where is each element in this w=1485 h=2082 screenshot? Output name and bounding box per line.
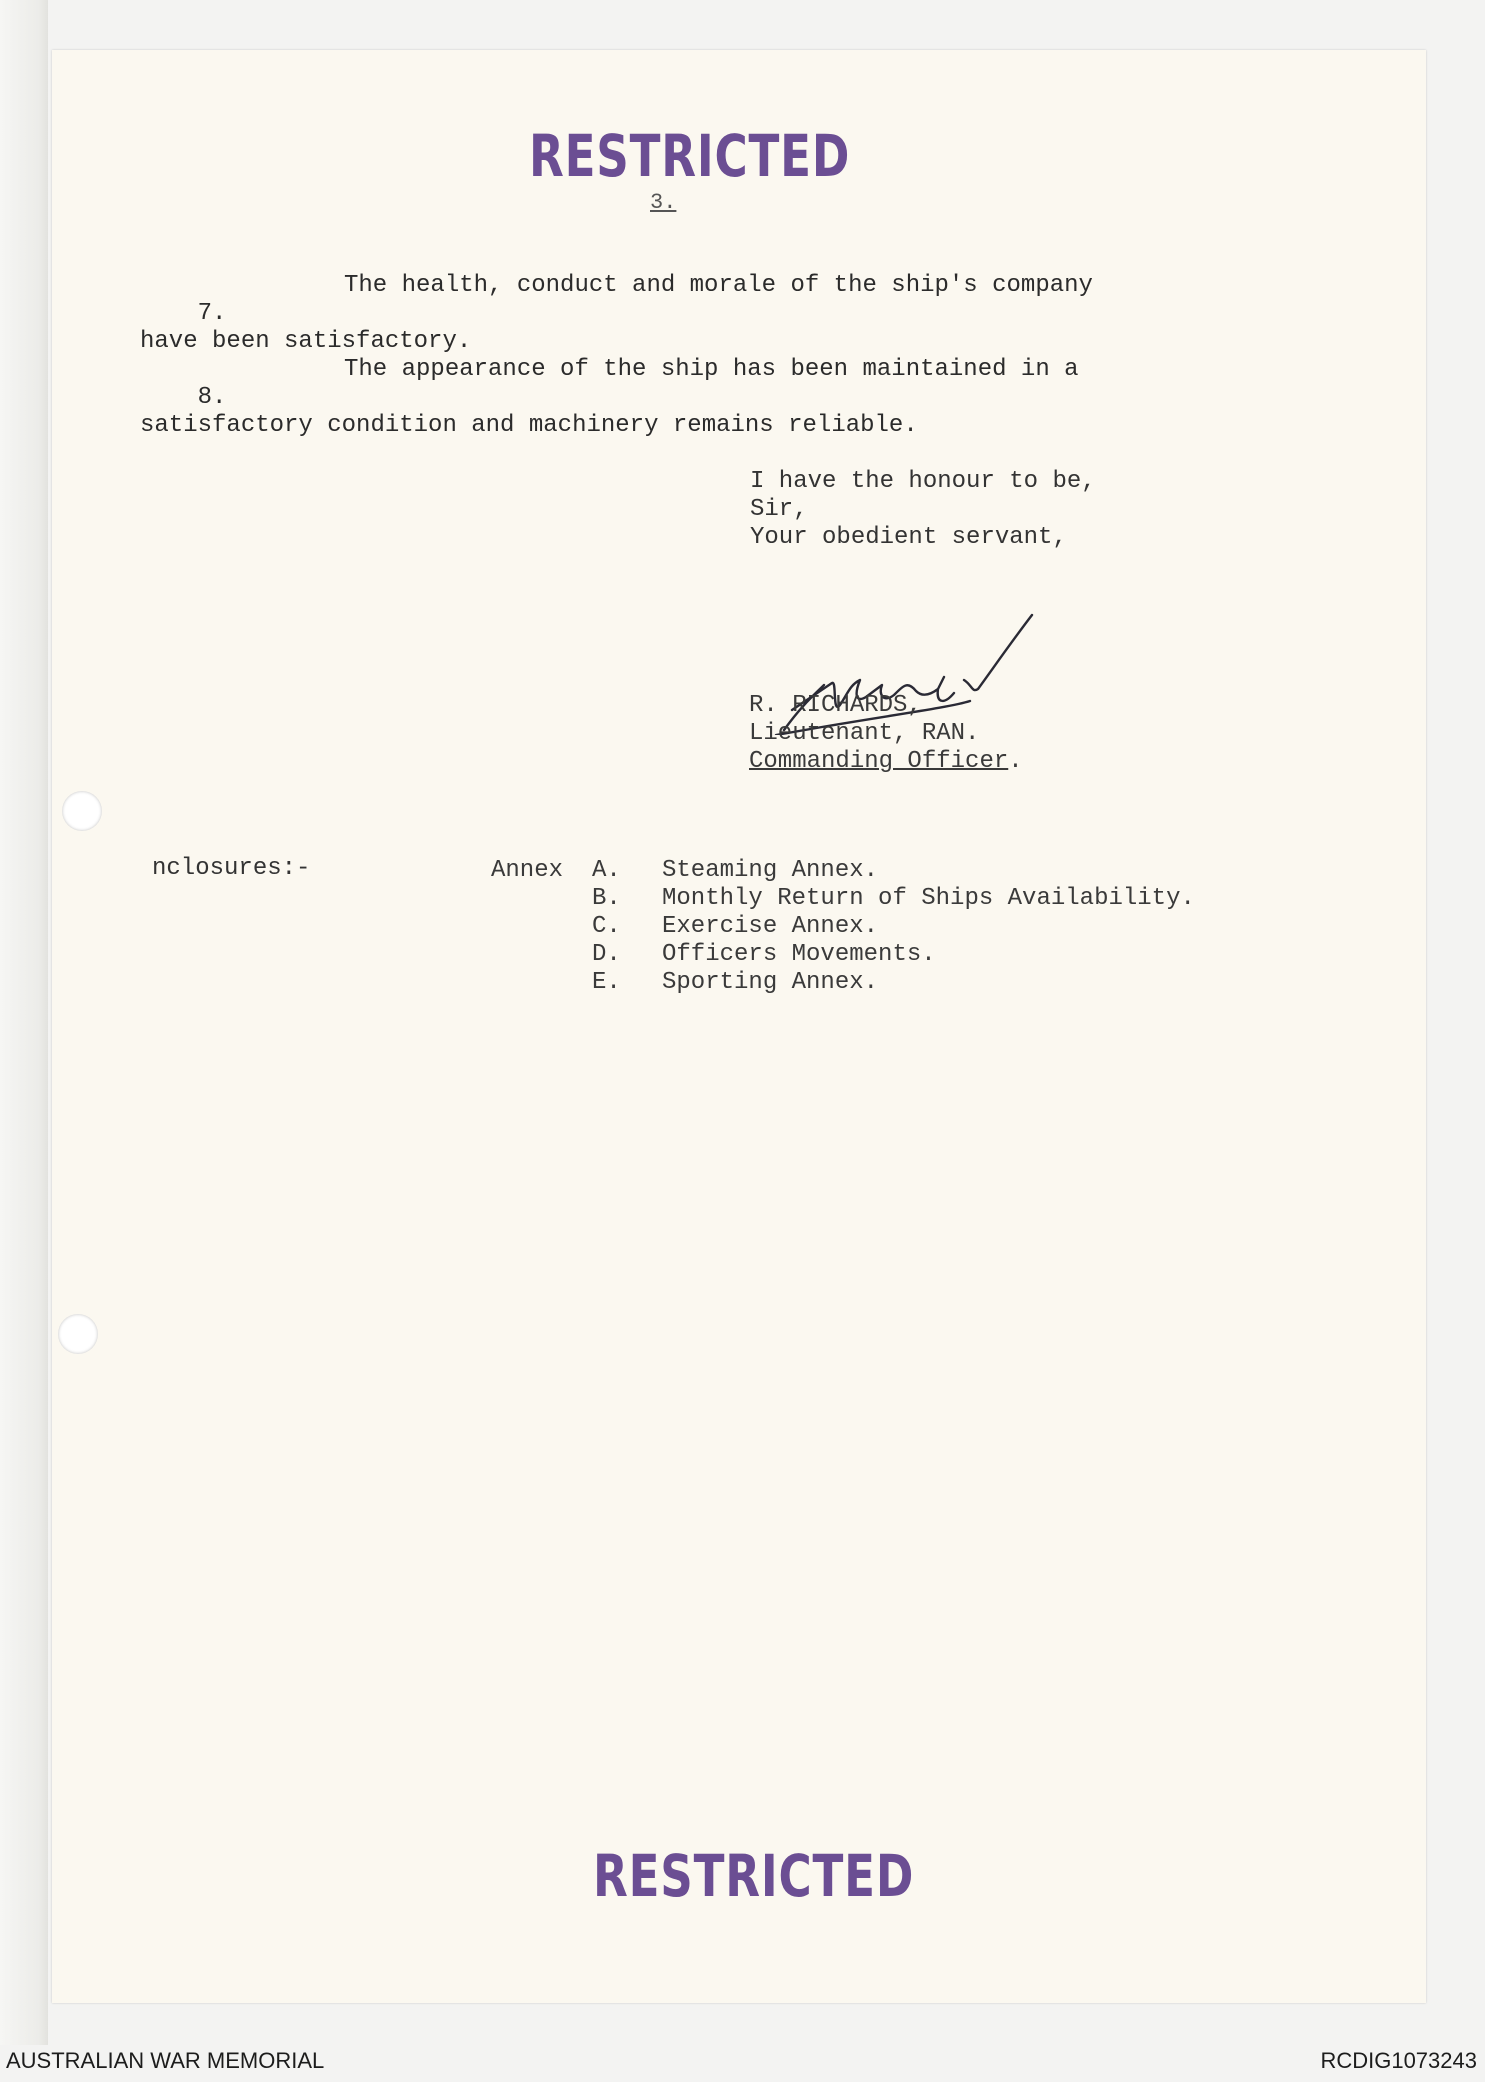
footer-id: RCDIG1073243 (1320, 2048, 1477, 2073)
restricted-stamp-bottom: RESTRICTED (593, 1842, 915, 1910)
closing-salutation (750, 468, 1096, 552)
annex-title: Steaming Annex. (662, 857, 879, 884)
annex-list (592, 857, 1195, 997)
paragraph-line: The appearance of the ship has been maintained in a (344, 356, 1079, 383)
annex-title: Exercise Annex. (662, 913, 879, 940)
punch-hole (58, 1314, 98, 1354)
annex-word: Annex (491, 857, 564, 884)
annex-item (592, 885, 1195, 913)
restricted-stamp-top: RESTRICTED (529, 122, 851, 190)
signer-role-line (749, 748, 1023, 776)
closing-line: Your obedient servant, (750, 524, 1067, 551)
signer-rank: Lieutenant, RAN. (749, 720, 980, 747)
paragraph-number: 7. (197, 300, 227, 327)
footer-credit: AUSTRALIAN WAR MEMORIAL (6, 2048, 325, 2073)
annex-letter: E. (592, 969, 621, 996)
paragraph-number: 8. (197, 384, 227, 411)
enclosures-label: nclosures:- (152, 855, 311, 882)
paragraph-line: The health, conduct and morale of the ship's company (344, 272, 1093, 299)
annex-title: Officers Movements. (662, 941, 936, 968)
annex-item (592, 941, 1195, 969)
paragraph-line: satisfactory condition and machinery remains reliable. (140, 412, 918, 439)
paragraph-8 (140, 356, 1079, 468)
signature-block (749, 692, 1023, 776)
signer-role: Commanding Officer (749, 748, 1009, 775)
signer-name: R. RICHARDS, (749, 692, 922, 719)
annex-letter: C. (592, 913, 621, 940)
annex-item (592, 969, 1195, 997)
annex-letter: B. (592, 885, 621, 912)
annex-letter: D. (592, 941, 621, 968)
paragraph-line: have been satisfactory. (140, 328, 472, 355)
document-page (52, 50, 1426, 2003)
signer-role-suffix: . (1008, 748, 1023, 775)
annex-item (592, 857, 1195, 885)
page-number: 3. (650, 190, 677, 215)
annex-letter: A. (592, 857, 621, 884)
closing-line: I have the honour to be, (750, 468, 1096, 495)
scan-edge (0, 0, 48, 2045)
annex-title: Sporting Annex. (662, 969, 879, 996)
annex-item (592, 913, 1195, 941)
closing-line: Sir, (750, 496, 808, 523)
annex-title: Monthly Return of Ships Availability. (662, 885, 1195, 912)
punch-hole (62, 791, 102, 831)
